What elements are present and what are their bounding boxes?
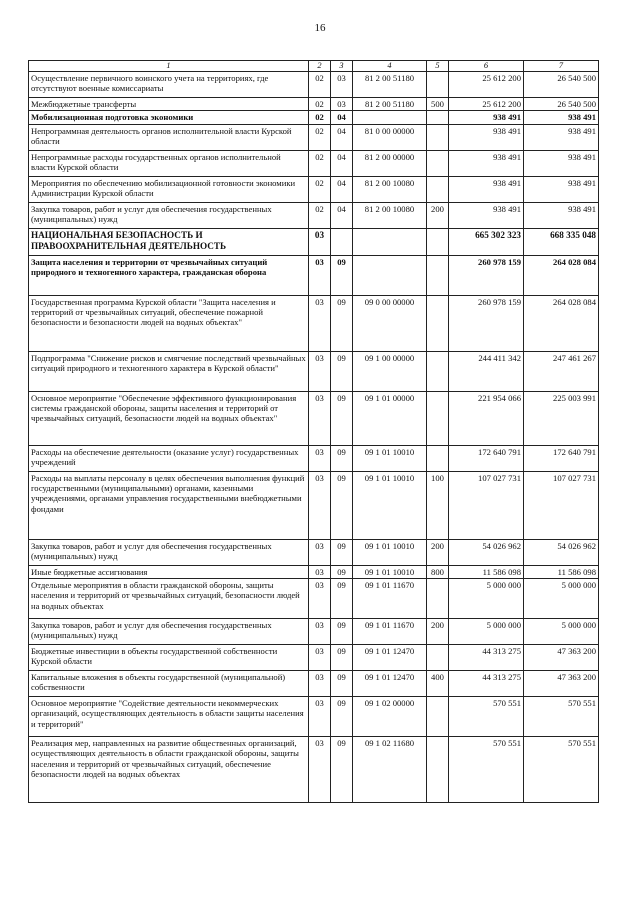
row-name: Реализация мер, направленных на развитие общественных организаций, осуществляющих деятельность в области гражданской обороны, защиты населения и территорий от чрезвычайных ситуаций, обеспечение безопасности людей на водных объектах <box>29 737 309 803</box>
header-col-2: 2 <box>309 61 331 72</box>
row-expense-type: 100 <box>427 471 449 539</box>
row-expense-type: 400 <box>427 671 449 697</box>
row-subsection-code: 09 <box>331 445 353 471</box>
row-expense-type <box>427 697 449 737</box>
row-expense-type: 500 <box>427 98 449 111</box>
row-subsection-code: 09 <box>331 539 353 565</box>
row-section-code: 03 <box>309 351 331 391</box>
row-amount-col6: 44 313 275 <box>449 645 524 671</box>
table-row <box>29 579 599 619</box>
row-target-article: 09 1 01 10010 <box>353 471 427 539</box>
row-amount-col6: 260 978 159 <box>449 295 524 351</box>
row-expense-type <box>427 72 449 98</box>
row-target-article: 81 2 00 51180 <box>353 72 427 98</box>
table-row <box>29 255 599 295</box>
row-subsection-code: 09 <box>331 565 353 578</box>
row-amount-col6: 244 411 342 <box>449 351 524 391</box>
row-amount-col6: 938 491 <box>449 111 524 124</box>
row-expense-type <box>427 351 449 391</box>
row-amount-col7: 172 640 791 <box>524 445 599 471</box>
row-expense-type <box>427 645 449 671</box>
row-amount-col7: 938 491 <box>524 176 599 202</box>
row-section-code: 02 <box>309 202 331 228</box>
table-row <box>29 737 599 803</box>
row-target-article: 09 1 02 00000 <box>353 697 427 737</box>
table-row <box>29 351 599 391</box>
table-header-row <box>29 61 599 72</box>
row-target-article <box>353 228 427 255</box>
row-expense-type <box>427 111 449 124</box>
row-name: Мобилизационная подготовка экономики <box>29 111 309 124</box>
row-target-article <box>353 255 427 295</box>
row-expense-type: 200 <box>427 539 449 565</box>
row-subsection-code: 09 <box>331 737 353 803</box>
row-amount-col6: 665 302 323 <box>449 228 524 255</box>
row-amount-col6: 938 491 <box>449 150 524 176</box>
row-target-article: 81 2 00 10080 <box>353 176 427 202</box>
row-amount-col7: 5 000 000 <box>524 619 599 645</box>
row-subsection-code: 09 <box>331 391 353 445</box>
row-amount-col7: 47 363 200 <box>524 671 599 697</box>
table-row <box>29 124 599 150</box>
row-name: Капитальные вложения в объекты государственной (муниципальной) собственности <box>29 671 309 697</box>
row-amount-col6: 570 551 <box>449 697 524 737</box>
row-name: Защита населения и территории от чрезвычайных ситуаций природного и техногенного характера, гражданская оборона <box>29 255 309 295</box>
row-expense-type <box>427 150 449 176</box>
table-row <box>29 471 599 539</box>
header-col-6: 6 <box>449 61 524 72</box>
row-amount-col6: 25 612 200 <box>449 98 524 111</box>
header-col-4: 4 <box>353 61 427 72</box>
row-section-code: 03 <box>309 671 331 697</box>
row-subsection-code: 04 <box>331 202 353 228</box>
row-amount-col7: 11 586 098 <box>524 565 599 578</box>
row-subsection-code: 09 <box>331 579 353 619</box>
row-expense-type <box>427 445 449 471</box>
row-name: Подпрограмма "Снижение рисков и смягчение последствий чрезвычайных ситуаций природного и техногенного характера в Курской области" <box>29 351 309 391</box>
table-row <box>29 202 599 228</box>
row-expense-type <box>427 737 449 803</box>
row-section-code: 02 <box>309 98 331 111</box>
row-amount-col7: 264 028 084 <box>524 255 599 295</box>
row-expense-type: 200 <box>427 619 449 645</box>
row-amount-col6: 44 313 275 <box>449 671 524 697</box>
row-expense-type <box>427 579 449 619</box>
row-section-code: 03 <box>309 539 331 565</box>
header-col-5: 5 <box>427 61 449 72</box>
row-subsection-code: 09 <box>331 255 353 295</box>
row-subsection-code: 03 <box>331 98 353 111</box>
budget-table <box>28 60 599 803</box>
row-subsection-code: 09 <box>331 697 353 737</box>
row-subsection-code: 09 <box>331 471 353 539</box>
row-target-article: 09 1 01 11670 <box>353 579 427 619</box>
header-col-1: 1 <box>29 61 309 72</box>
table-row <box>29 72 599 98</box>
row-target-article <box>353 111 427 124</box>
row-name: Закупка товаров, работ и услуг для обеспечения государственных (муниципальных) нужд <box>29 202 309 228</box>
row-name: Расходы на выплаты персоналу в целях обеспечения выполнения функций государственными (муниципальными) органами, казенными учреждениями, органами управления государственными внебюджетными фондами <box>29 471 309 539</box>
row-target-article: 81 0 00 00000 <box>353 124 427 150</box>
row-section-code: 02 <box>309 176 331 202</box>
row-section-code: 03 <box>309 228 331 255</box>
row-subsection-code: 04 <box>331 124 353 150</box>
row-amount-col7: 570 551 <box>524 697 599 737</box>
row-amount-col7: 26 540 500 <box>524 98 599 111</box>
row-amount-col7: 47 363 200 <box>524 645 599 671</box>
row-target-article: 09 1 01 10010 <box>353 565 427 578</box>
row-expense-type <box>427 124 449 150</box>
row-target-article: 09 1 01 11670 <box>353 619 427 645</box>
row-amount-col7: 938 491 <box>524 111 599 124</box>
row-target-article: 09 1 00 00000 <box>353 351 427 391</box>
row-name: Закупка товаров, работ и услуг для обеспечения государственных (муниципальных) нужд <box>29 539 309 565</box>
row-target-article: 09 1 01 10010 <box>353 539 427 565</box>
row-section-code: 03 <box>309 579 331 619</box>
row-expense-type <box>427 255 449 295</box>
row-section-code: 03 <box>309 737 331 803</box>
row-name: Расходы на обеспечение деятельности (оказание услуг) государственных учреждений <box>29 445 309 471</box>
row-subsection-code: 09 <box>331 619 353 645</box>
header-col-7: 7 <box>524 61 599 72</box>
row-expense-type <box>427 176 449 202</box>
table-row <box>29 98 599 111</box>
row-expense-type: 200 <box>427 202 449 228</box>
row-amount-col7: 938 491 <box>524 124 599 150</box>
page-number: 16 <box>314 22 326 34</box>
row-name: Отдельные мероприятия в области гражданской обороны, защиты населения и территорий от чрезвычайных ситуаций, безопасности людей на водных объектах <box>29 579 309 619</box>
row-subsection-code: 09 <box>331 671 353 697</box>
table-row <box>29 565 599 578</box>
row-amount-col6: 221 954 066 <box>449 391 524 445</box>
row-section-code: 03 <box>309 391 331 445</box>
row-expense-type <box>427 295 449 351</box>
row-name: Иные бюджетные ассигнования <box>29 565 309 578</box>
row-amount-col7: 54 026 962 <box>524 539 599 565</box>
row-subsection-code: 09 <box>331 351 353 391</box>
header-col-3: 3 <box>331 61 353 72</box>
row-name: Непрограммные расходы государственных органов исполнительной власти Курской области <box>29 150 309 176</box>
row-amount-col6: 172 640 791 <box>449 445 524 471</box>
row-name: Мероприятия по обеспечению мобилизационной готовности экономики Администрации Курской области <box>29 176 309 202</box>
row-amount-col7: 668 335 048 <box>524 228 599 255</box>
row-name: Бюджетные инвестиции в объекты государственной собственности Курской области <box>29 645 309 671</box>
row-amount-col7: 26 540 500 <box>524 72 599 98</box>
table-row <box>29 295 599 351</box>
row-expense-type <box>427 228 449 255</box>
row-amount-col7: 107 027 731 <box>524 471 599 539</box>
row-section-code: 02 <box>309 72 331 98</box>
row-target-article: 09 1 01 00000 <box>353 391 427 445</box>
table-row <box>29 671 599 697</box>
row-name: Основное мероприятие "Обеспечение эффективного функционирования системы гражданской обороны, защиты населения и территорий от чрезвычайных ситуаций, безопасности людей на водных объектах" <box>29 391 309 445</box>
row-amount-col6: 5 000 000 <box>449 579 524 619</box>
row-amount-col7: 938 491 <box>524 150 599 176</box>
row-target-article: 09 1 01 12470 <box>353 645 427 671</box>
table-row <box>29 445 599 471</box>
row-amount-col7: 225 003 991 <box>524 391 599 445</box>
row-section-code: 03 <box>309 471 331 539</box>
row-expense-type <box>427 391 449 445</box>
row-subsection-code: 04 <box>331 150 353 176</box>
row-section-code: 03 <box>309 619 331 645</box>
row-target-article: 09 0 00 00000 <box>353 295 427 351</box>
row-subsection-code <box>331 228 353 255</box>
row-amount-col6: 54 026 962 <box>449 539 524 565</box>
row-amount-col6: 938 491 <box>449 176 524 202</box>
row-target-article: 09 1 01 10010 <box>353 445 427 471</box>
row-amount-col7: 247 461 267 <box>524 351 599 391</box>
row-section-code: 03 <box>309 565 331 578</box>
row-amount-col6: 570 551 <box>449 737 524 803</box>
row-subsection-code: 09 <box>331 645 353 671</box>
row-amount-col6: 5 000 000 <box>449 619 524 645</box>
row-amount-col6: 25 612 200 <box>449 72 524 98</box>
row-name: НАЦИОНАЛЬНАЯ БЕЗОПАСНОСТЬ И ПРАВООХРАНИТЕЛЬНАЯ ДЕЯТЕЛЬНОСТЬ <box>29 228 309 255</box>
row-target-article: 09 1 01 12470 <box>353 671 427 697</box>
row-target-article: 81 2 00 10080 <box>353 202 427 228</box>
table-row <box>29 619 599 645</box>
row-name: Межбюджетные трансферты <box>29 98 309 111</box>
row-section-code: 03 <box>309 295 331 351</box>
row-expense-type: 800 <box>427 565 449 578</box>
row-subsection-code: 03 <box>331 72 353 98</box>
table-row <box>29 228 599 255</box>
row-amount-col6: 938 491 <box>449 202 524 228</box>
row-amount-col6: 260 978 159 <box>449 255 524 295</box>
row-name: Основное мероприятие "Содействие деятельности некоммерческих организаций, осуществляющих деятельность в области защиты населения и территорий" <box>29 697 309 737</box>
row-section-code: 02 <box>309 124 331 150</box>
row-amount-col7: 938 491 <box>524 202 599 228</box>
table-row <box>29 176 599 202</box>
row-amount-col6: 11 586 098 <box>449 565 524 578</box>
row-amount-col6: 938 491 <box>449 124 524 150</box>
row-amount-col7: 5 000 000 <box>524 579 599 619</box>
row-amount-col7: 570 551 <box>524 737 599 803</box>
table-row <box>29 111 599 124</box>
table-row <box>29 391 599 445</box>
row-name: Закупка товаров, работ и услуг для обеспечения государственных (муниципальных) нужд <box>29 619 309 645</box>
row-subsection-code: 04 <box>331 176 353 202</box>
row-amount-col6: 107 027 731 <box>449 471 524 539</box>
row-name: Государственная программа Курской области "Защита населения и территорий от чрезвычайных ситуаций, обеспечение пожарной безопасности и безопасности людей на водных объектах" <box>29 295 309 351</box>
row-target-article: 81 2 00 00000 <box>353 150 427 176</box>
row-name: Осуществление первичного воинского учета на территориях, где отсутствуют военные комиссариаты <box>29 72 309 98</box>
table-row <box>29 150 599 176</box>
row-subsection-code: 09 <box>331 295 353 351</box>
row-section-code: 03 <box>309 255 331 295</box>
row-target-article: 09 1 02 11680 <box>353 737 427 803</box>
table-row <box>29 539 599 565</box>
row-amount-col7: 264 028 084 <box>524 295 599 351</box>
row-target-article: 81 2 00 51180 <box>353 98 427 111</box>
row-section-code: 03 <box>309 445 331 471</box>
row-section-code: 03 <box>309 697 331 737</box>
table-row <box>29 645 599 671</box>
row-section-code: 02 <box>309 150 331 176</box>
row-section-code: 03 <box>309 645 331 671</box>
row-subsection-code: 04 <box>331 111 353 124</box>
table-row <box>29 697 599 737</box>
row-name: Непрограммная деятельность органов исполнительной власти Курской области <box>29 124 309 150</box>
row-section-code: 02 <box>309 111 331 124</box>
